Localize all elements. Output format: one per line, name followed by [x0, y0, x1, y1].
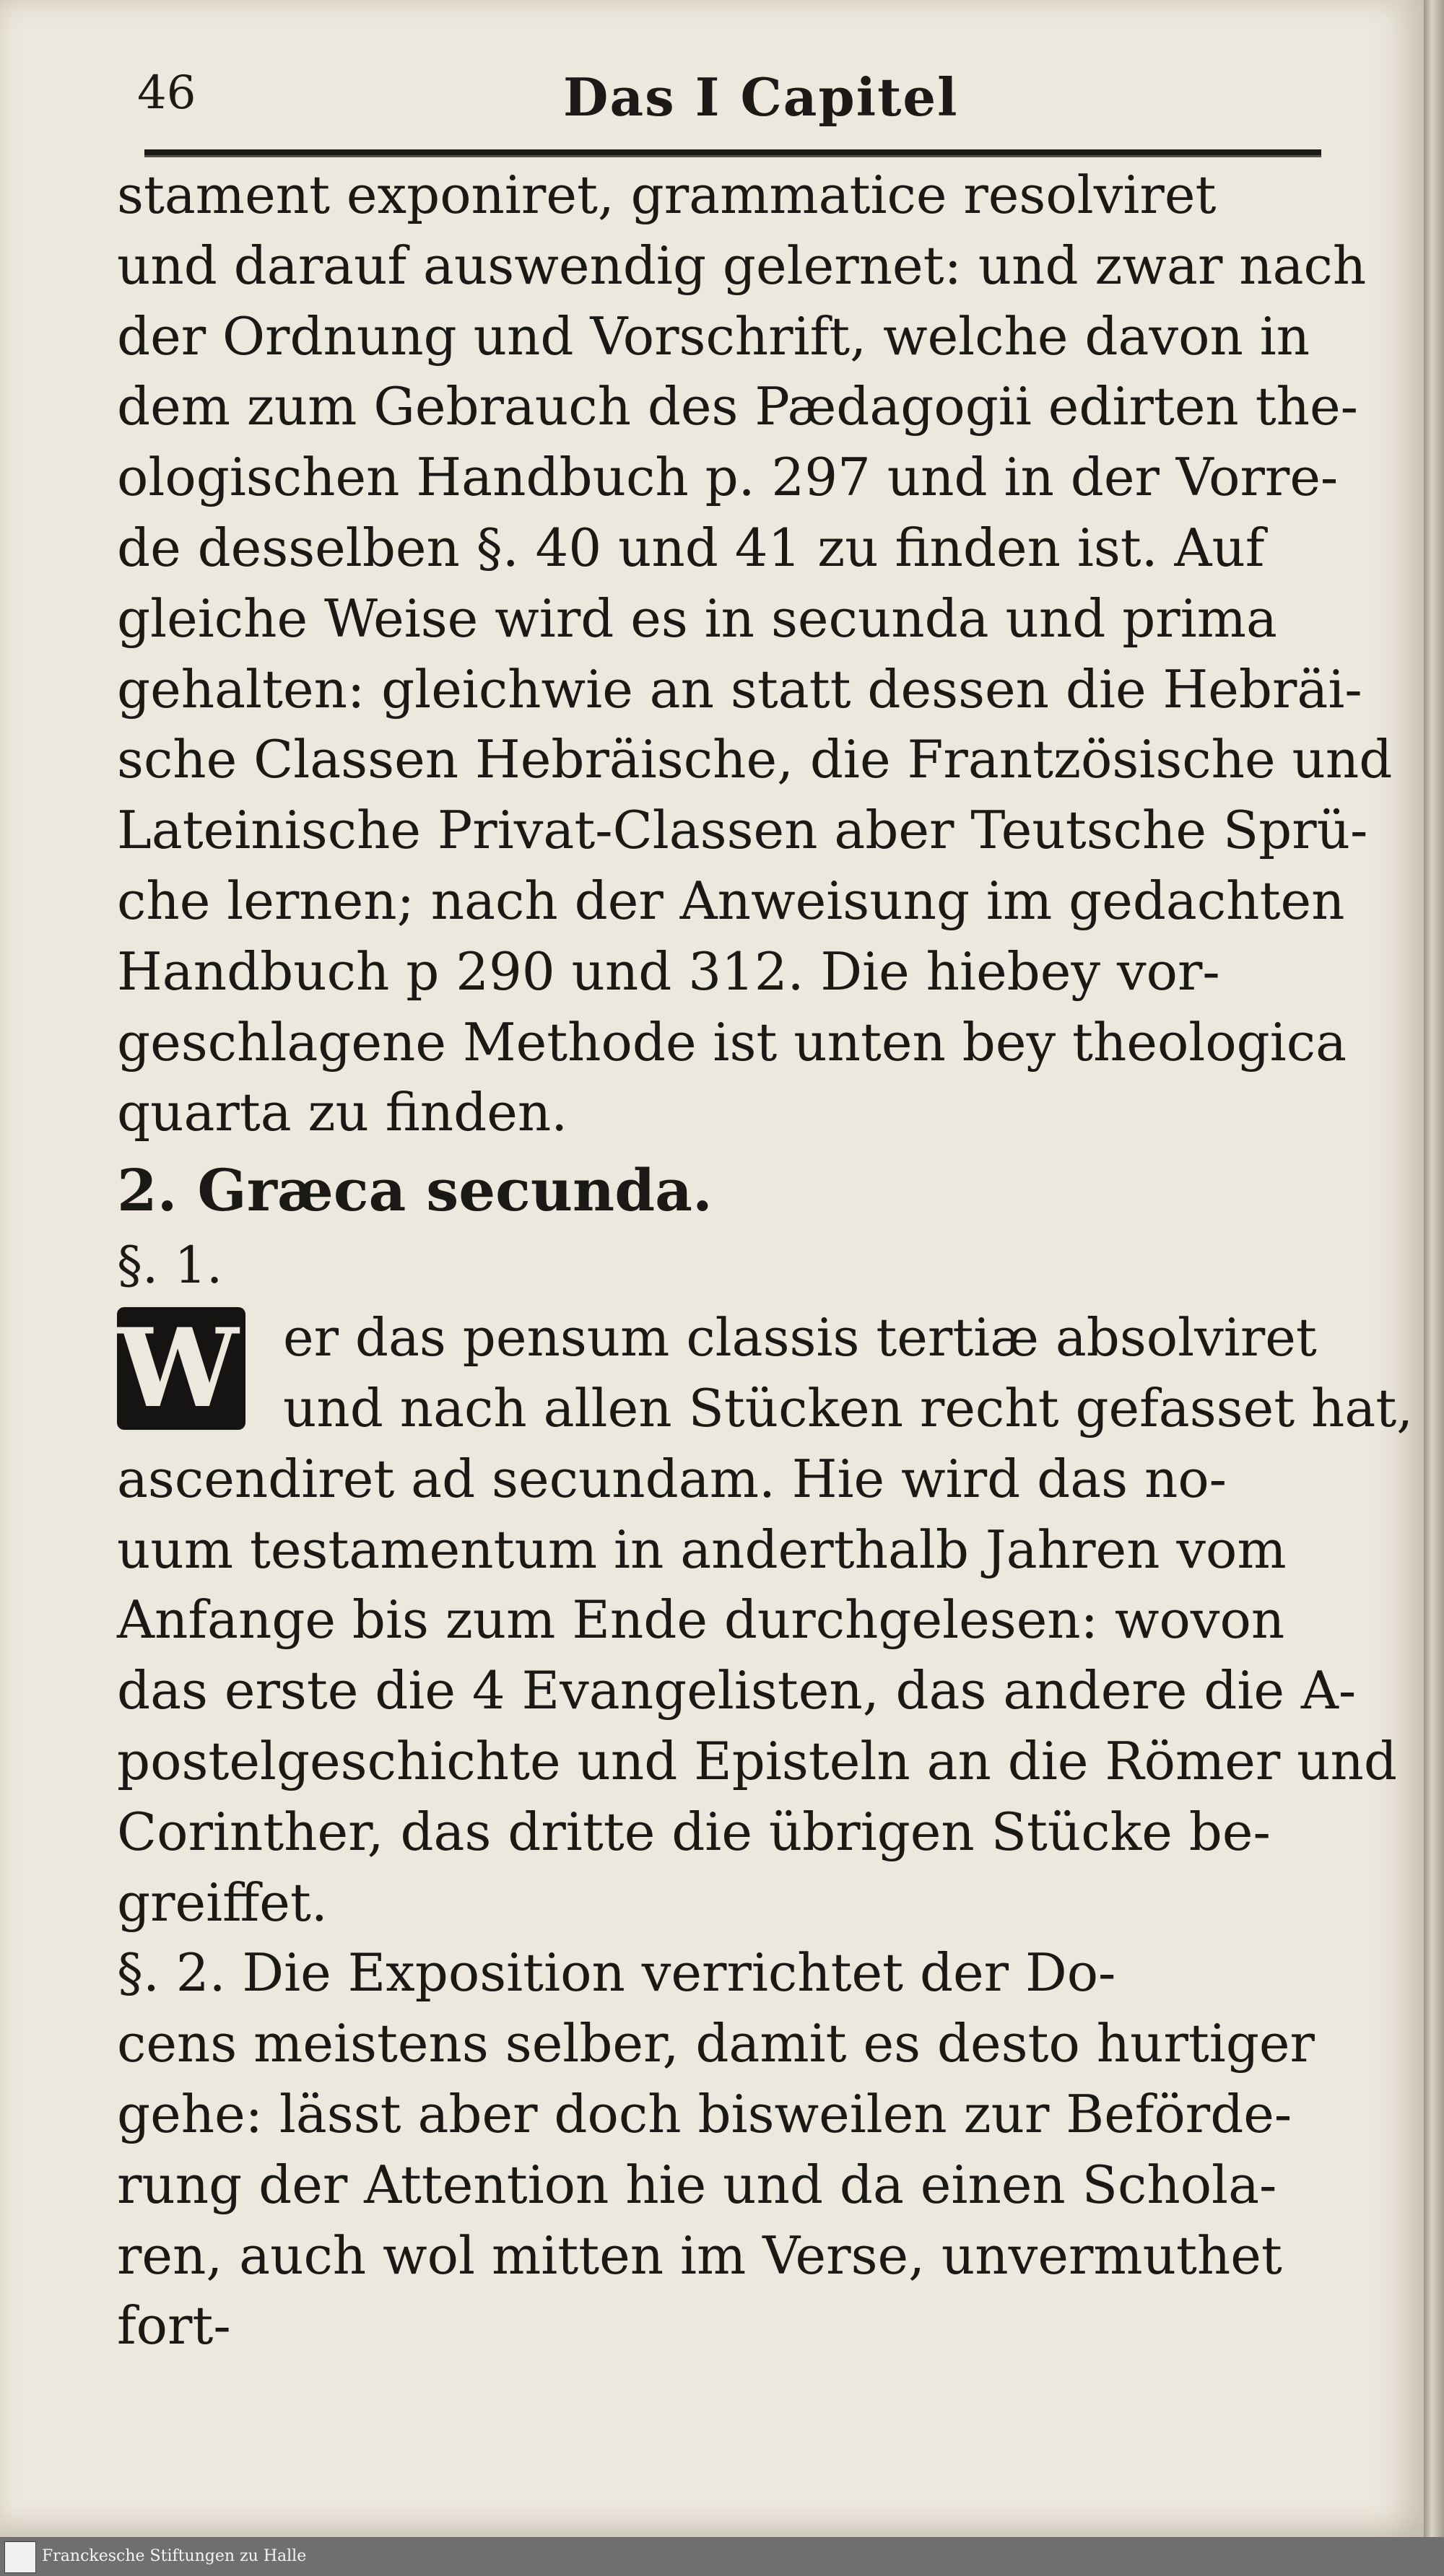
footer-bar: [0, 2537, 1444, 2576]
text-line: greiffet.: [117, 1872, 328, 1933]
paragraph-2: [117, 1938, 1344, 2362]
text-line: Corinther, das dritte die übrigen Stücke be-: [117, 1801, 1271, 1862]
running-title: Das I Capitel: [563, 66, 959, 128]
decorated-initial: W: [117, 1307, 245, 1430]
text-line: ascendiret ad secundam. Hie wird das no-: [117, 1448, 1227, 1509]
text-line: sche Classen Hebräische, die Frantzösische und: [117, 729, 1393, 790]
text-line: und darauf auswendig gelernet: und zwar nach: [117, 235, 1367, 296]
text-line: ren, auch wol mitten im Verse, unvermuthet: [117, 2224, 1282, 2286]
page-number: 46: [137, 66, 196, 120]
text-line: geschlagene Methode ist unten bey theologica: [117, 1011, 1347, 1073]
text-line: der Ordnung und Vorschrift, welche davon in: [117, 305, 1310, 367]
text-line: de desselben §. 40 und 41 zu finden ist. Auf: [117, 517, 1265, 578]
page-body: [117, 160, 1414, 2362]
catchword: fort-: [117, 2295, 231, 2357]
text-line: dem zum Gebrauch des Pædagogii edirten the-: [117, 376, 1358, 437]
institution-logo-icon: [4, 2541, 36, 2573]
text-line: und nach allen Stücken recht gefasset hat,: [283, 1377, 1414, 1438]
header-rule: [144, 149, 1321, 157]
text-line: che lernen; nach der Anweisung im gedachten: [117, 870, 1345, 931]
text-line: gehe: lässt aber doch bisweilen zur Beförde-: [117, 2083, 1292, 2144]
text-line: postelgeschichte und Episteln an die Römer und: [117, 1730, 1397, 1791]
page-header: [130, 66, 1321, 146]
section-heading: 2. Græca secunda.: [117, 1156, 713, 1225]
page-edge: [1424, 0, 1444, 2537]
text-line: uum testamentum in anderthalb Jahren vom: [117, 1519, 1287, 1580]
text-line: Lateinische Privat-Classen aber Teutsche Sprü-: [117, 800, 1368, 861]
text-line: das erste die 4 Evangelisten, das andere die A-: [117, 1660, 1357, 1721]
text-line: gleiche Weise wird es in secunda und prima: [117, 588, 1277, 649]
footer-credit: Franckesche Stiftungen zu Halle: [42, 2547, 307, 2565]
text-line: gehalten: gleichwie an statt dessen die Hebräi-: [117, 658, 1362, 720]
text-line: stament exponiret, grammatice resolviret: [117, 165, 1217, 225]
text-line: Handbuch p 290 und 312. Die hiebey vor-: [117, 940, 1220, 1002]
top-paragraph: [117, 160, 1393, 1148]
paragraph-1: [117, 1303, 1414, 1938]
text-line: ologischen Handbuch p. 297 und in der Vorre-: [117, 447, 1339, 508]
text-line: er das pensum classis tertiæ absolviret: [283, 1307, 1317, 1368]
text-line: §. 2. Die Exposition verrichtet der Do-: [117, 1942, 1116, 2004]
text-line: rung der Attention hie und da einen Schola-: [117, 2154, 1277, 2215]
text-line: quarta zu finden.: [117, 1082, 568, 1143]
text-line: cens meistens selber, damit es desto hurtiger: [117, 2013, 1315, 2074]
paragraph-mark: §. 1.: [117, 1236, 223, 1296]
text-line: Anfange bis zum Ende durchgelesen: wovon: [117, 1589, 1285, 1651]
